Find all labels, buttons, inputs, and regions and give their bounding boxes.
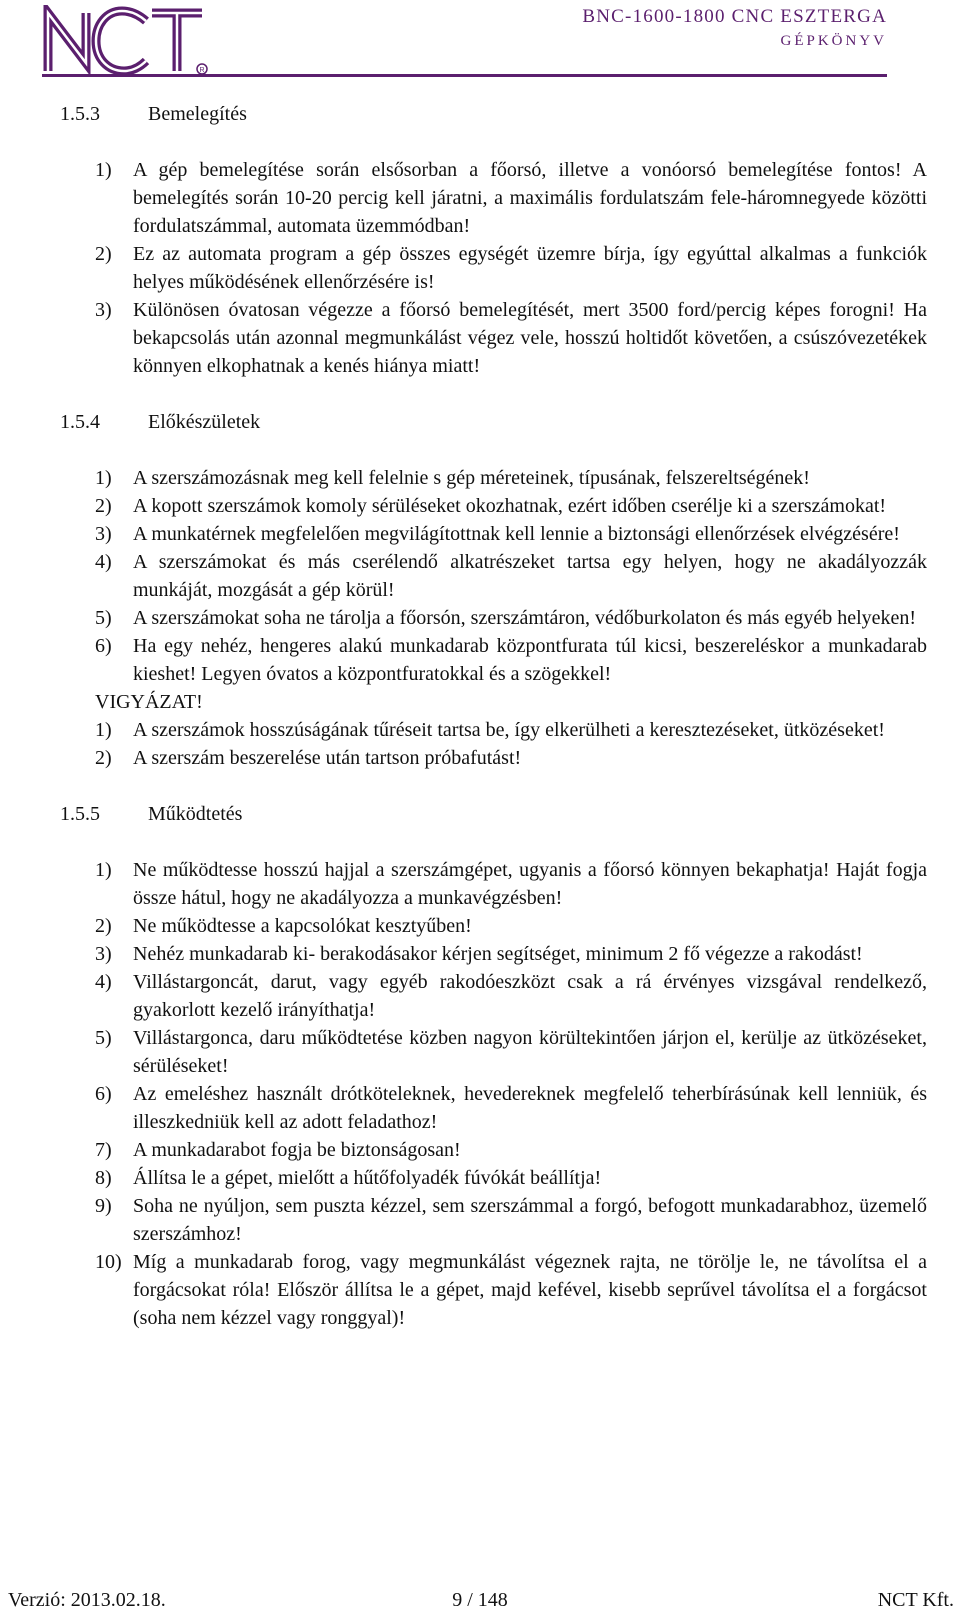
list-item bbox=[95, 912, 927, 940]
list-item bbox=[95, 744, 927, 772]
item-number: 2) bbox=[95, 495, 112, 517]
nct-logo bbox=[42, 5, 210, 77]
document-title: BNC-1600-1800 CNC ESZTERGA bbox=[582, 6, 887, 27]
item-text: Villástargoncát, darut, vagy egyéb rakodóeszközt csak a rá érvényes vizsgával rendelkező, gyakorlott kezelő irányíthatja! bbox=[133, 971, 927, 1021]
item-text: A kopott szerszámok komoly sérüléseket okozhatnak, ezért időben cserélje ki a szerszámokat! bbox=[133, 495, 887, 517]
list-item bbox=[95, 716, 927, 744]
list-item bbox=[95, 1024, 927, 1080]
item-text: Ha egy nehéz, hengeres alakú munkadarab központfurata túl kicsi, beszereléskor a munkadarab kieshet! Legyen óvatos a központfuratokkal és a szögekkel! bbox=[133, 635, 927, 685]
header-divider bbox=[42, 74, 887, 77]
section-title: Előkészületek bbox=[148, 411, 261, 433]
item-number: 3) bbox=[95, 299, 112, 321]
item-number: 1) bbox=[95, 859, 112, 881]
item-number: 10) bbox=[95, 1251, 122, 1273]
item-text: Nehéz munkadarab ki- berakodásakor kérjen segítséget, minimum 2 fő végezze a rakodást! bbox=[133, 943, 863, 965]
list-item bbox=[95, 632, 927, 688]
item-text: A szerszámozásnak meg kell felelnie s gép méreteinek, típusának, felszereltségének! bbox=[133, 467, 810, 489]
list-item bbox=[95, 156, 927, 240]
item-number: 9) bbox=[95, 1195, 112, 1217]
item-number: 1) bbox=[95, 467, 112, 489]
item-text: Ne működtesse a kapcsolókat kesztyűben! bbox=[133, 915, 472, 937]
section-heading bbox=[60, 408, 927, 436]
list-item bbox=[95, 240, 927, 296]
item-text: Míg a munkadarab forog, vagy megmunkálást végeznek rajta, ne törölje le, ne távolítsa el a forgácsokat róla! Először állítsa le a gépet, majd kefével, kisebb seprűvel távolítsa el a forgácsot (soha nem kézzel vagy ronggyal)! bbox=[133, 1251, 927, 1329]
list-item bbox=[95, 940, 927, 968]
page-content bbox=[60, 100, 927, 1332]
list-item bbox=[95, 856, 927, 912]
item-number: 1) bbox=[95, 159, 112, 181]
warning-label: VIGYÁZAT! bbox=[95, 691, 203, 713]
list-item bbox=[95, 1248, 927, 1332]
list-item bbox=[95, 492, 927, 520]
list-item bbox=[95, 464, 927, 492]
item-text: Ne működtesse hosszú hajjal a szerszámgépet, ugyanis a főorsó könnyen bekaphatja! Haját fogja össze hátul, hogy ne akadályozza a munkavégzésben! bbox=[133, 859, 927, 909]
item-text: Villástargonca, daru működtetése közben nagyon körültekintően járjon el, kerülje az ütközéseket, sérüléseket! bbox=[133, 1027, 927, 1077]
item-text: A szerszámokat és más cserélendő alkatrészeket tartsa egy helyen, hogy ne akadályozzák munkáját, mozgását a gép körül! bbox=[133, 551, 927, 601]
item-text: Ez az automata program a gép összes egységét üzemre bírja, így egyúttal alkalmas a funkciók helyes működésének ellenőrzésére is! bbox=[133, 243, 927, 293]
item-number: 4) bbox=[95, 971, 112, 993]
item-number: 3) bbox=[95, 943, 112, 965]
section-number: 1.5.4 bbox=[60, 411, 100, 433]
company-name: NCT Kft. bbox=[877, 1589, 954, 1611]
item-text: Az emeléshez használt drótköteleknek, hevedereknek megfelelő teherbírásúnak kell lenniük, és illeszkedniük kell az adott feladathoz! bbox=[133, 1083, 927, 1133]
nct-logo-icon bbox=[42, 5, 210, 77]
list-item bbox=[95, 1192, 927, 1248]
item-text: A gép bemelegítése során elsősorban a főorsó, illetve a vonóorsó bemelegítése fontos! A bemelegítés során 10-20 percig kell járatni, a maximális fordulatszám fele-háromnegyede közötti fordulatszámmal, automata üzemmódban! bbox=[133, 159, 927, 237]
list-item bbox=[95, 604, 927, 632]
page-footer bbox=[0, 1588, 960, 1618]
warning-list bbox=[60, 716, 927, 772]
item-text: Soha ne nyúljon, sem puszta kézzel, sem szerszámmal a forgó, befogott munkadarabhoz, üzemelő szerszámhoz! bbox=[133, 1195, 927, 1245]
item-text: Különösen óvatosan végezze a főorsó bemelegítését, mert 3500 ford/percig képes forogni! Ha bekapcsolás után azonnal megmunkálást végez vele, hosszú holtidőt követően, a csúszóvezetékek könnyen elkophatnak a kenés hiánya miatt! bbox=[133, 299, 927, 377]
list-item bbox=[95, 296, 927, 380]
item-number: 1) bbox=[95, 719, 112, 741]
item-number: 3) bbox=[95, 523, 112, 545]
section-heading bbox=[60, 100, 927, 128]
list-item bbox=[95, 520, 927, 548]
operation-list bbox=[60, 856, 927, 1332]
section-title: Működtetés bbox=[148, 803, 243, 825]
document-header-text bbox=[582, 6, 887, 52]
item-text: A szerszámok hosszúságának tűréseit tartsa be, így elkerülheti a keresztezéseket, ütközéseket! bbox=[133, 719, 885, 741]
page-number: 9 / 148 bbox=[452, 1589, 508, 1611]
item-number: 5) bbox=[95, 607, 112, 629]
svg-text:R: R bbox=[199, 67, 205, 74]
item-text: Állítsa le a gépet, mielőtt a hűtőfolyadék fúvókát beállítja! bbox=[133, 1167, 602, 1189]
list-item bbox=[95, 1080, 927, 1136]
section-number: 1.5.3 bbox=[60, 103, 100, 125]
item-number: 7) bbox=[95, 1139, 112, 1161]
item-text: A munkadarabot fogja be biztonságosan! bbox=[133, 1139, 461, 1161]
item-number: 2) bbox=[95, 243, 112, 265]
item-number: 8) bbox=[95, 1167, 112, 1189]
preparation-list bbox=[60, 464, 927, 688]
list-item bbox=[95, 548, 927, 604]
item-number: 4) bbox=[95, 551, 112, 573]
warmup-list bbox=[60, 156, 927, 380]
page-header bbox=[0, 0, 960, 80]
item-number: 6) bbox=[95, 635, 112, 657]
version-label: Verzió: 2013.02.18. bbox=[8, 1589, 166, 1611]
item-number: 6) bbox=[95, 1083, 112, 1105]
section-number: 1.5.5 bbox=[60, 803, 100, 825]
item-number: 2) bbox=[95, 747, 112, 769]
list-item bbox=[95, 968, 927, 1024]
item-text: A munkatérnek megfelelően megvilágítottnak kell lennie a biztonsági ellenőrzések elvégzésére! bbox=[133, 523, 900, 545]
document-subtitle: GÉPKÖNYV bbox=[780, 33, 887, 49]
item-number: 2) bbox=[95, 915, 112, 937]
item-text: A szerszám beszerelése után tartson próbafutást! bbox=[133, 747, 522, 769]
item-text: A szerszámokat soha ne tárolja a főorsón, szerszámtáron, védőburkolaton és más egyéb helyeken! bbox=[133, 607, 917, 629]
list-item bbox=[95, 1136, 927, 1164]
section-heading bbox=[60, 800, 927, 828]
list-item bbox=[95, 1164, 927, 1192]
item-number: 5) bbox=[95, 1027, 112, 1049]
section-title: Bemelegítés bbox=[148, 103, 247, 125]
